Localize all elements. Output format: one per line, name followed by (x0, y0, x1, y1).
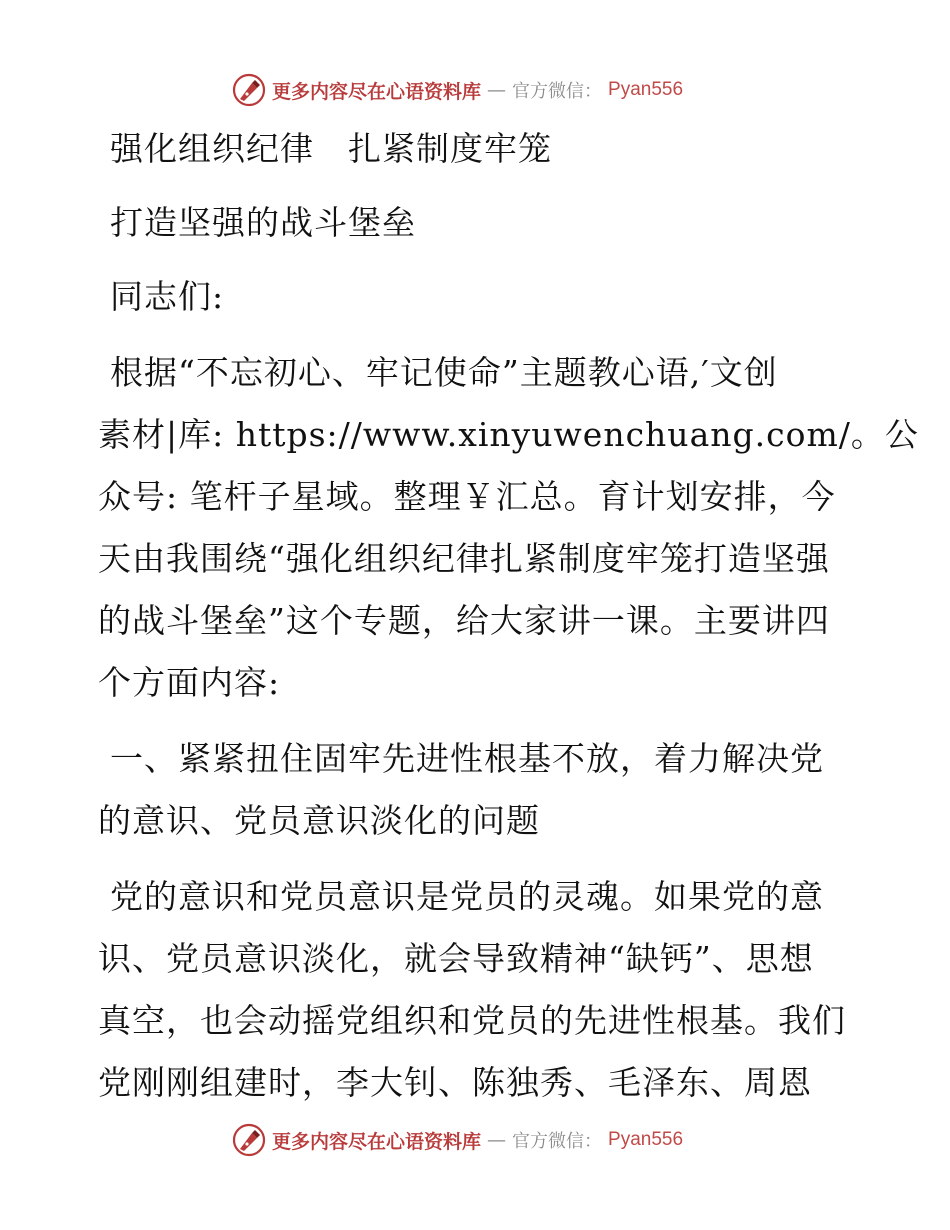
paragraph-line: 识、党员意识淡化，就会导致精神“缺钙”、思想 (98, 939, 814, 978)
pen-nib-logo-icon (232, 1123, 266, 1157)
title-line-1: 强化组织纪律 扎紧制度牢笼 (110, 129, 552, 168)
footer-watermark (232, 1120, 683, 1160)
paragraph-line: 天由我围绕“强化组织纪律扎紧制度牢笼打造坚强 (98, 539, 830, 578)
watermark-dash: — (487, 79, 507, 101)
paragraph-line: 真空，也会动摇党组织和党员的先进性根基。我们 (98, 1001, 846, 1040)
header-watermark (232, 70, 683, 110)
section-heading-1 (98, 728, 858, 852)
heading-line: 一、紧紧扭住固牢先进性根基不放，着力解决党 (110, 739, 824, 778)
watermark-wechat-id: Pyan556 (608, 79, 684, 100)
paragraph-line: 党的意识和党员意识是党员的灵魂。如果党的意 (110, 877, 824, 916)
paragraph-line: 众号: 笔杆子星域。整理￥汇总。育计划安排，今 (98, 477, 836, 516)
paragraph-intro (98, 342, 919, 714)
paragraph-section-1 (98, 866, 858, 1114)
watermark-brand-text: 更多内容尽在心语资料库 (272, 1130, 482, 1153)
watermark-official-label: 官方微信： (512, 81, 603, 102)
watermark-dash: — (487, 1129, 507, 1151)
watermark-official-label: 官方微信： (512, 1131, 603, 1152)
document-body (98, 118, 919, 1114)
paragraph-line: 党刚刚组建时，李大钊、陈独秀、毛泽东、周恩 (98, 1063, 812, 1102)
greeting: 同志们: (110, 277, 225, 316)
watermark-wechat-id: Pyan556 (608, 1129, 684, 1150)
paragraph-line: 的战斗堡垒”这个专题，给大家讲一课。主要讲四 (98, 601, 830, 640)
pen-nib-logo-icon (232, 73, 266, 107)
title-line-2: 打造坚强的战斗堡垒 (110, 203, 416, 242)
paragraph-line: 素材|库: https://www.xinyuwenchuang.com/。公 (98, 415, 919, 454)
heading-line: 的意识、党员意识淡化的问题 (98, 801, 540, 840)
watermark-brand-text: 更多内容尽在心语资料库 (272, 80, 482, 103)
paragraph-line: 根据“不忘初心、牢记使命”主题教心语,′文创 (110, 353, 778, 392)
paragraph-line: 个方面内容: (98, 663, 281, 702)
